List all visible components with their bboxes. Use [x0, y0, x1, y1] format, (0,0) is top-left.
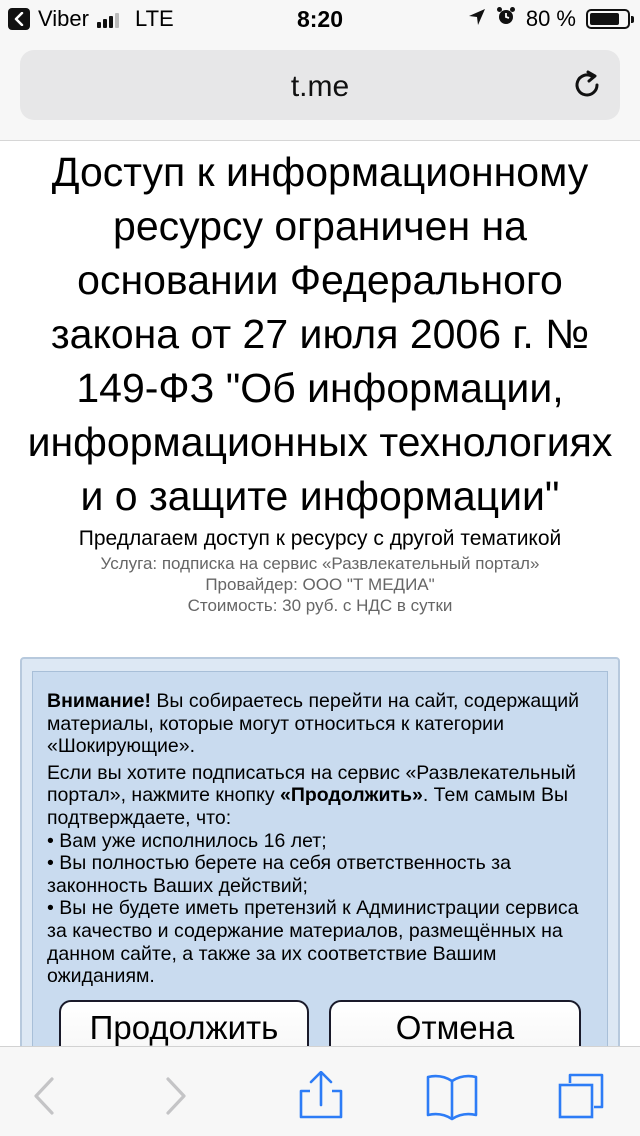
warning-paragraph — [47, 690, 595, 758]
forward-icon[interactable] — [150, 1071, 200, 1121]
cancel-button[interactable]: Отмена — [329, 1000, 581, 1046]
service-info — [0, 553, 640, 616]
continue-button[interactable]: Продолжить — [59, 1000, 309, 1046]
status-time: 8:20 — [296, 6, 344, 32]
back-icon[interactable] — [20, 1071, 70, 1121]
notice-inner — [32, 671, 608, 1046]
status-bar — [0, 0, 640, 40]
conditions-list — [47, 830, 595, 988]
bookmarks-icon[interactable] — [426, 1071, 476, 1121]
alarm-clock-icon — [496, 6, 516, 32]
condition-item: • Вам уже исполнилось 16 лет; — [47, 829, 327, 852]
offer-text: Предлагаем доступ к ресурсу с другой тематикой — [78, 527, 562, 550]
condition-item: • Вы полностью берете на себя ответственность за законность Ваших действий; — [47, 852, 511, 897]
browser-address-area — [0, 40, 640, 141]
web-page — [0, 141, 640, 1046]
reload-icon[interactable] — [570, 68, 604, 102]
provider-line: Провайдер: ООО "Т МЕДИА" — [205, 575, 435, 594]
condition-item: • Вы не будете иметь претензий к Администрации сервиса за качество и содержание материалов, размещённых на данном сайте, а также за их соответствие Вашим ожиданиям. — [47, 897, 579, 988]
subscribe-after: . Тем самым Вы подтверждаете, что: — [47, 784, 569, 829]
location-arrow-icon — [468, 6, 486, 32]
subscribe-paragraph — [47, 762, 595, 830]
battery-level — [590, 13, 619, 25]
browser-toolbar — [0, 1046, 640, 1136]
tabs-icon[interactable] — [556, 1071, 606, 1121]
page-headline: Доступ к информационному ресурсу ограничен на основании Федерального закона от 27 июля 2006 г. № 149-ФЗ "Об информации, информационных технологиях и о защите информации" — [27, 149, 613, 519]
subscribe-text: Если вы хотите подписаться на сервис «Развлекательный портал», нажмите кнопку — [47, 761, 576, 807]
battery-icon — [586, 9, 630, 29]
address-bar[interactable] — [20, 50, 620, 120]
url-text[interactable]: t.me — [290, 70, 350, 103]
subscribe-button-ref: «Продолжить» — [280, 784, 423, 807]
warning-title: Внимание! — [47, 690, 151, 712]
warning-text: Вы собираетесь перейти на сайт, содержащий материалы, которые могут относиться к категории «Шокирующие». — [47, 690, 579, 758]
share-icon[interactable] — [296, 1071, 346, 1121]
network-type: LTE — [134, 6, 174, 31]
back-to-app-label[interactable]: Viber — [38, 6, 89, 31]
status-right — [468, 6, 630, 32]
battery-percent: 80 % — [525, 6, 576, 31]
cost-line: Стоимость: 30 руб. с НДС в сутки — [187, 596, 453, 615]
service-line: Услуга: подписка на сервис «Развлекательный портал» — [100, 554, 540, 573]
notice-box — [20, 657, 620, 1046]
